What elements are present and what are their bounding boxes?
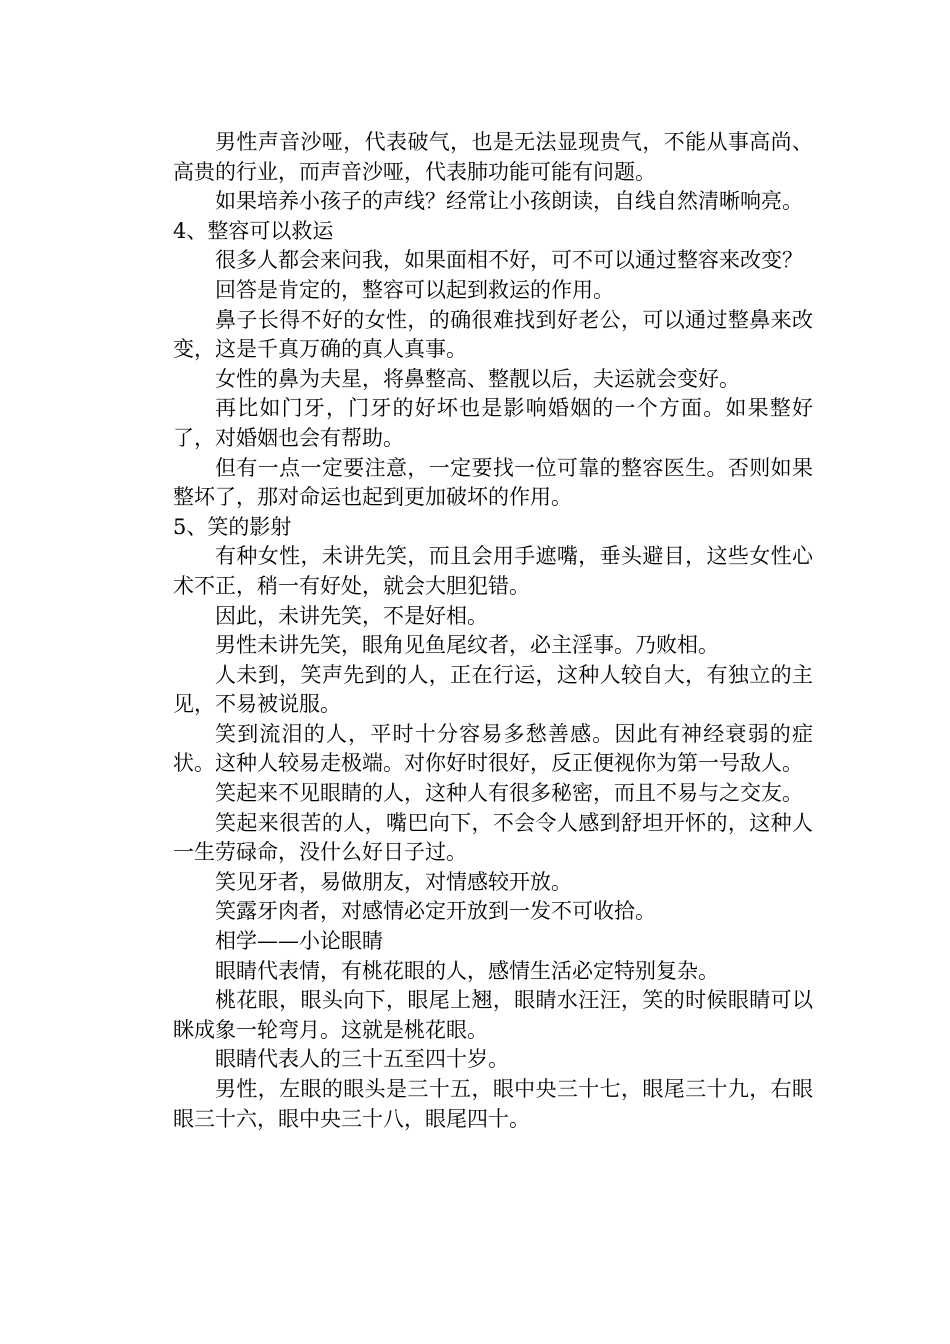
paragraph: 笑到流泪的人，平时十分容易多愁善感。因此有神经衰弱的症状。这种人较易走极端。对你好时很好，反正便视你为第一号敌人。 [173,721,813,776]
paragraph: 鼻子长得不好的女性，的确很难找到好老公，可以通过整鼻来改变，这是千真万确的真人真事。 [173,307,813,362]
paragraph: 女性的鼻为夫星，将鼻整高、整靓以后，夫运就会变好。 [215,366,740,391]
paragraph: 有种女性，未讲先笑，而且会用手遮嘴，垂头避目，这些女性心术不正，稍一有好处，就会大胆犯错。 [173,544,813,598]
section-heading: 4、整容可以救运 [173,218,334,243]
paragraph: 笑露牙肉者，对感情必定开放到一发不可收拾。 [215,899,656,924]
paragraph: 眼睛代表情，有桃花眼的人，感情生活必定特别复杂。 [215,958,719,983]
subsection-title: 相学——小论眼睛 [215,929,383,954]
paragraph: 男性，左眼的眼头是三十五，眼中央三十七，眼尾三十九，右眼眼三十六，眼中央三十八，眼尾四十。 [173,1077,813,1131]
paragraph: 桃花眼，眼头向下，眼尾上翘，眼睛水汪汪，笑的时候眼睛可以眯成象一轮弯月。这就是桃花眼。 [173,988,813,1042]
paragraph: 但有一点一定要注意，一定要找一位可靠的整容医生。否则如果整坏了，那对命运也起到更加破坏的作用。 [173,455,813,510]
section-heading: 5、笑的影射 [173,514,292,539]
paragraph: 眼睛代表人的三十五至四十岁。 [215,1047,509,1072]
paragraph: 男性声音沙哑，代表破气，也是无法显现贵气，不能从事高尚、高贵的行业，而声音沙哑，代表肺功能可能有问题。 [173,130,813,184]
paragraph: 如果培养小孩子的声线？经常让小孩朗读，自线自然清晰响亮。 [215,189,803,214]
paragraph: 人未到，笑声先到的人，正在行运，这种人较自大，有独立的主见，不易被说服。 [173,662,813,717]
paragraph: 笑见牙者，易做朋友，对情感较开放。 [215,869,572,894]
paragraph: 笑起来很苦的人，嘴巴向下，不会令人感到舒坦开怀的，这种人一生劳碌命，没什么好日子过。 [173,810,813,865]
paragraph: 笑起来不见眼睛的人，这种人有很多秘密，而且不易与之交友。 [215,781,803,806]
paragraph: 因此，未讲先笑，不是好相。 [215,603,488,628]
document-page [173,128,813,1134]
paragraph: 再比如门牙，门牙的好坏也是影响婚姻的一个方面。如果整好了，对婚姻也会有帮助。 [173,396,813,450]
paragraph: 男性未讲先笑，眼角见鱼尾纹者，必主淫事。乃败相。 [215,633,719,658]
paragraph: 很多人都会来问我，如果面相不好，可不可以通过整容来改变？ [215,248,803,273]
paragraph: 回答是肯定的，整容可以起到救运的作用。 [215,277,614,302]
